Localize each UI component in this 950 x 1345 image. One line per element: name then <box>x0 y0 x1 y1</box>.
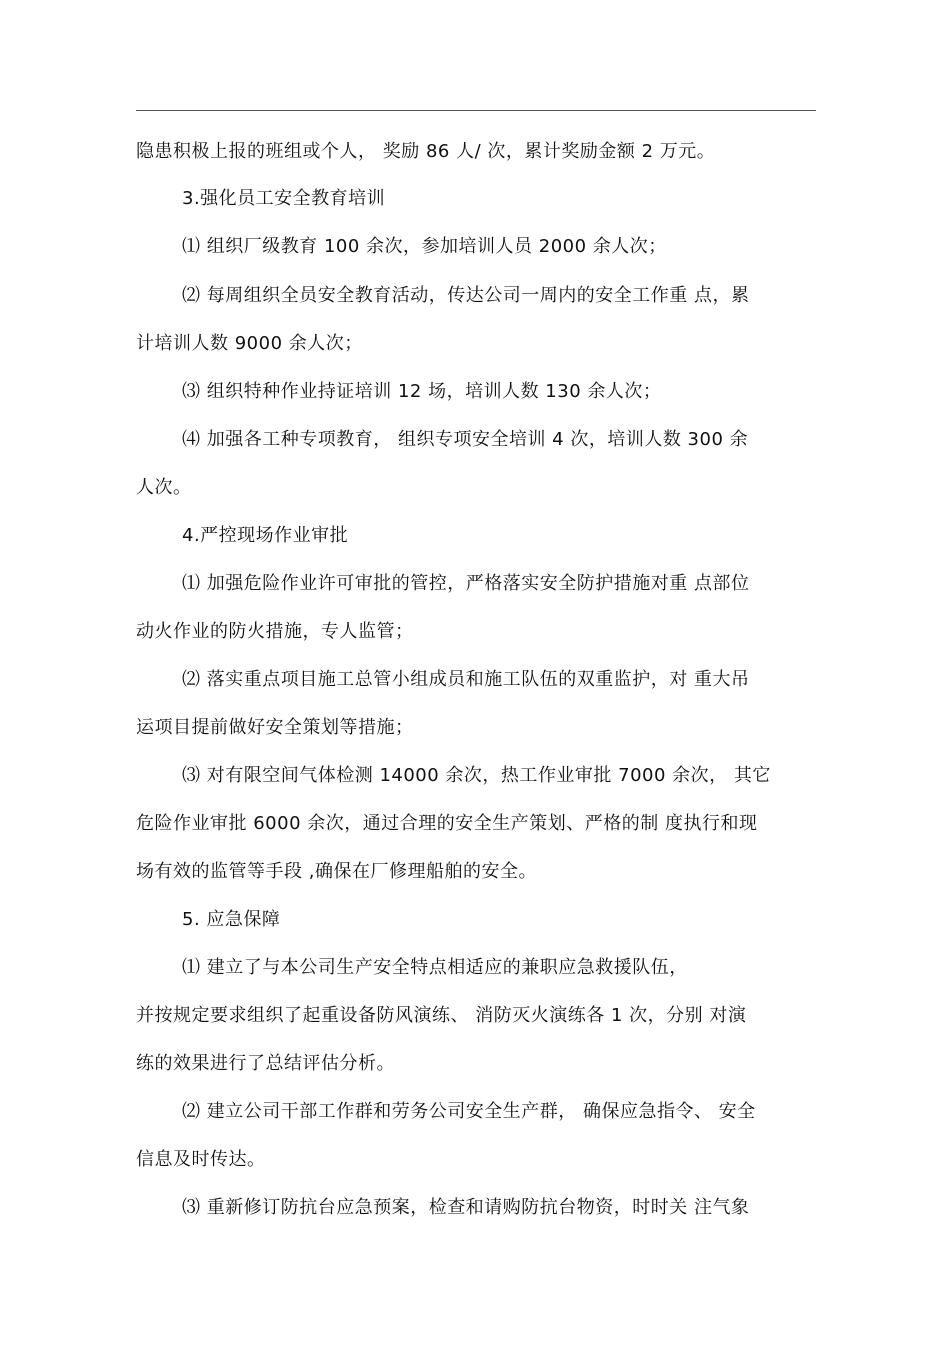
text-line: 运项目提前做好安全策划等措施； <box>136 717 414 738</box>
header-rule <box>136 110 816 111</box>
text-line: 危险作业审批 6000 余次，通过合理的安全生产策划、严格的制 度执行和现 <box>136 813 758 834</box>
text-line: ⑷ 加强各工种专项教育， 组织专项安全培训 4 次，培训人数 300 余 <box>182 429 749 450</box>
text-line: 隐患积极上报的班组或个人， 奖励 86 人/ 次，累计奖励金额 2 万元。 <box>136 141 716 162</box>
text-line: ⑴ 组织厂级教育 100 余次，参加培训人员 2000 余人次； <box>182 236 667 257</box>
section-heading: 4.严控现场作业审批 <box>182 525 349 546</box>
text-line: 场有效的监管等手段 ,确保在厂修理船舶的安全。 <box>136 861 537 882</box>
text-line: ⑶ 组织特种作业持证培训 12 场，培训人数 130 余人次； <box>182 381 662 402</box>
text-line: 人次。 <box>136 477 192 498</box>
section-heading: 3.强化员工安全教育培训 <box>182 188 386 209</box>
text-line: ⑴ 建立了与本公司生产安全特点相适应的兼职应急救援队伍， <box>182 957 688 978</box>
text-line: ⑵ 落实重点项目施工总管小组成员和施工队伍的双重监护，对 重大吊 <box>182 669 750 690</box>
text-line: ⑵ 每周组织全员安全教育活动，传达公司一周内的安全工作重 点，累 <box>182 285 750 306</box>
section-heading: 5. 应急保障 <box>182 909 281 930</box>
text-line: 练的效果进行了总结评估分析。 <box>136 1053 395 1074</box>
text-line: ⑵ 建立公司干部工作群和劳务公司安全生产群， 确保应急指令、 安全 <box>182 1101 756 1122</box>
text-line: ⑶ 对有限空间气体检测 14000 余次，热工作业审批 7000 余次， 其它 <box>182 765 771 786</box>
text-line: 动火作业的防火措施，专人监管； <box>136 621 414 642</box>
text-line: ⑶ 重新修订防抗台应急预案，检查和请购防抗台物资，时时关 注气象 <box>182 1197 750 1218</box>
text-line: 计培训人数 9000 余人次； <box>136 333 363 354</box>
text-line: ⑴ 加强危险作业许可审批的管控，严格落实安全防护措施对重 点部位 <box>182 573 750 594</box>
text-line: 并按规定要求组织了起重设备防风演练、 消防灭火演练各 1 次，分别 对演 <box>136 1005 747 1026</box>
text-line: 信息及时传达。 <box>136 1149 266 1170</box>
